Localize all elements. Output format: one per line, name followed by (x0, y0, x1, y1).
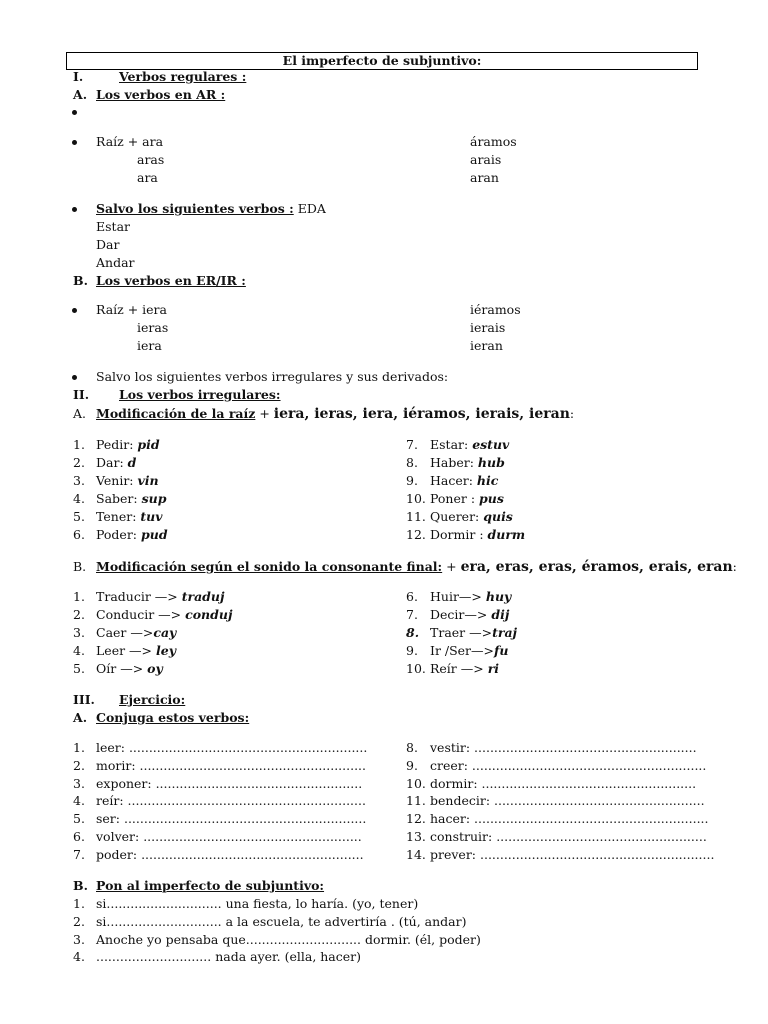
list-number: 4. (73, 491, 85, 506)
list-number: 8. (406, 740, 418, 755)
exercise-item: exponer: .................................................... (96, 776, 363, 791)
bullet (72, 370, 80, 378)
conjugation-ending: ieras (137, 320, 169, 335)
stem: ley (156, 643, 176, 658)
list-number: 9. (406, 643, 418, 658)
exercise-sentence: Anoche yo pensaba que............................. dormir. (él, poder) (96, 932, 481, 947)
conjugation-ending: ara (137, 170, 158, 185)
exercise-item: prever: ........................................................... (430, 847, 715, 862)
endings: era, eras, eras, éramos, erais, eran (460, 559, 733, 575)
list-number: 11. (406, 509, 426, 524)
verb: Reír —> (430, 661, 488, 676)
subsection-letter: A. (73, 710, 88, 725)
verb: Huir—> (430, 589, 486, 604)
verb: Haber: (430, 455, 478, 470)
section-heading: Verbos regulares : (119, 69, 247, 84)
exercise-sentence: ............................. nada ayer. (ella, hacer) (96, 949, 362, 964)
stem: sup (141, 491, 167, 506)
list-number: 2. (73, 607, 85, 622)
list-number: 4. (73, 949, 85, 964)
list-item (430, 491, 504, 507)
stem: hub (477, 455, 505, 470)
list-item (96, 661, 163, 677)
list-item (96, 437, 160, 453)
verb: Oír —> (96, 661, 148, 676)
stem: cay (153, 625, 177, 640)
stem: pud (141, 527, 168, 542)
conjugation-ending: arais (470, 152, 502, 167)
exercise-sentence: si............................. una fiesta, lo haría. (yo, tener) (96, 896, 419, 911)
list-number: 13. (406, 829, 426, 844)
conjugation-ending: ierais (470, 320, 506, 335)
subsection-letter: A. (73, 87, 88, 102)
colon: : (732, 559, 737, 574)
stem: tuv (140, 509, 163, 524)
list-number: 11. (406, 793, 426, 808)
colon: : (569, 406, 575, 421)
plus-sign: + (255, 406, 274, 421)
list-number: 1. (73, 437, 85, 452)
list-item (96, 607, 232, 623)
list-item (96, 509, 163, 525)
list-item (430, 607, 509, 623)
exercise-item: leer: ............................................................ (96, 740, 368, 755)
list-number: 6. (406, 589, 418, 604)
list-number: 6. (73, 527, 85, 542)
endings: iera, ieras, iera, iéramos, ierais, ieran (273, 406, 570, 422)
list-number: 14. (406, 847, 426, 862)
list-number: 5. (73, 811, 85, 826)
subsection-heading: Modificación de la raíz (96, 406, 256, 421)
list-number: 9. (406, 758, 418, 773)
exceptions-tail: EDA (293, 201, 326, 216)
stem: conduj (185, 607, 233, 622)
list-number: 7. (406, 437, 418, 452)
section-heading: Ejercicio: (119, 692, 186, 707)
list-number: 2. (73, 914, 85, 929)
list-number: 4. (73, 793, 85, 808)
exercise-item: poder: ........................................................ (96, 847, 364, 862)
verb: Traer —> (430, 625, 493, 640)
list-number: 3. (73, 625, 85, 640)
exercise-item: bendecir: ..................................................... (430, 793, 705, 808)
list-item (430, 527, 525, 543)
subsection-letter: A. (73, 406, 87, 421)
list-item (430, 625, 517, 641)
exercise-sentence: si............................. a la escuela, te advertiría . (tú, andar) (96, 914, 467, 929)
exercise-item: hacer: ........................................................... (430, 811, 709, 826)
conjugation-ending: áramos (470, 134, 517, 149)
conjugation-ending: ieran (470, 338, 503, 353)
exercise-item: dormir: ...................................................... (430, 776, 697, 791)
irregular-note: Salvo los siguientes verbos irregulares y sus derivados: (96, 369, 449, 384)
list-number: 5. (73, 661, 85, 676)
exercise-item: vestir: ........................................................ (430, 740, 697, 755)
plus-sign: + (442, 559, 461, 574)
subsection-heading: Los verbos en AR : (96, 87, 226, 102)
section-number: III. (73, 692, 95, 707)
stem: durm (487, 527, 526, 542)
stem: estuv (472, 437, 510, 452)
stem: d (127, 455, 137, 470)
list-number: 9. (406, 473, 418, 488)
conjugation-ending: iera (137, 338, 162, 353)
list-number: 2. (73, 758, 85, 773)
list-number: 12. (406, 527, 426, 542)
list-item (430, 643, 508, 659)
verb: Poner : (430, 491, 480, 506)
subsection-heading: Los verbos en ER/IR : (96, 273, 246, 288)
verb: Leer —> (96, 643, 156, 658)
stem: hic (476, 473, 499, 488)
list-number: 8. (406, 625, 420, 640)
bullet (72, 303, 80, 311)
bullet (72, 202, 80, 210)
list-number: 10. (406, 661, 426, 676)
stem: vin (137, 473, 159, 488)
exercise-item: ser: ............................................................. (96, 811, 367, 826)
exception-verb: Andar (96, 255, 135, 270)
subsection-heading-line (96, 559, 737, 575)
verb: Traducir —> (96, 589, 182, 604)
exceptions-label: Salvo los siguientes verbos : (96, 201, 294, 216)
subsection-heading: Conjuga estos verbos: (96, 710, 250, 725)
section-number: I. (73, 69, 84, 84)
list-item (96, 473, 159, 489)
conjugation-ending: Raíz + iera (96, 302, 167, 317)
list-number: 7. (73, 847, 85, 862)
stem: huy (485, 589, 512, 604)
list-number: 10. (406, 776, 426, 791)
conjugation-ending: iéramos (470, 302, 521, 317)
verb: Caer —> (96, 625, 154, 640)
verb: Estar: (430, 437, 473, 452)
stem: quis (483, 509, 513, 524)
subsection-heading-line (96, 406, 574, 422)
conjugation-ending: aran (470, 170, 499, 185)
exercise-item: volver: ....................................................... (96, 829, 362, 844)
list-number: 1. (73, 589, 85, 604)
list-number: 1. (73, 896, 85, 911)
exercise-item: reír: ............................................................ (96, 793, 366, 808)
stem: ri (487, 661, 500, 676)
list-number: 10. (406, 491, 426, 506)
list-item (96, 491, 166, 507)
stem: oy (147, 661, 163, 676)
list-item (430, 589, 511, 605)
verb: Ir /Ser—> (430, 643, 495, 658)
list-item (430, 437, 509, 453)
exercise-item: morir: ......................................................... (96, 758, 366, 773)
verb: Hacer: (430, 473, 477, 488)
exercise-item: construir: ..................................................... (430, 829, 707, 844)
stem: pid (137, 437, 160, 452)
list-number: 8. (406, 455, 418, 470)
page-title: El imperfecto de subjuntivo: (66, 52, 698, 70)
list-item (96, 455, 136, 471)
exception-verb: Dar (96, 237, 120, 252)
list-item (96, 625, 176, 641)
list-number: 5. (73, 509, 85, 524)
verb: Pedir: (96, 437, 138, 452)
verb: Dar: (96, 455, 128, 470)
verb: Poder: (96, 527, 141, 542)
stem: pus (479, 491, 504, 506)
list-number: 12. (406, 811, 426, 826)
list-number: 6. (73, 829, 85, 844)
verb: Decir—> (430, 607, 492, 622)
list-item (96, 643, 176, 659)
stem: traj (492, 625, 518, 640)
subsection-heading: Modificación según el sonido la consonante final: (96, 559, 443, 574)
subsection-letter: B. (73, 878, 88, 893)
list-item (430, 509, 513, 525)
exceptions-line (96, 201, 326, 217)
verb: Tener: (96, 509, 141, 524)
exercise-item: creer: ........................................................... (430, 758, 707, 773)
verb: Querer: (430, 509, 484, 524)
stem: fu (494, 643, 509, 658)
stem: dij (491, 607, 510, 622)
list-item (96, 589, 225, 605)
section-heading: Los verbos irregulares: (119, 387, 281, 402)
list-number: 2. (73, 455, 85, 470)
verb: Dormir : (430, 527, 488, 542)
list-number: 1. (73, 740, 85, 755)
verb: Saber: (96, 491, 142, 506)
list-item (96, 527, 168, 543)
list-number: 4. (73, 643, 85, 658)
list-number: 3. (73, 776, 85, 791)
conjugation-ending: Raíz + ara (96, 134, 164, 149)
verb: Conducir —> (96, 607, 186, 622)
list-number: 7. (406, 607, 418, 622)
exception-verb: Estar (96, 219, 130, 234)
subsection-letter: B. (73, 559, 87, 574)
verb: Venir: (96, 473, 138, 488)
list-item (430, 661, 499, 677)
subsection-heading: Pon al imperfecto de subjuntivo: (96, 878, 325, 893)
list-number: 3. (73, 932, 85, 947)
bullet (72, 105, 80, 113)
subsection-letter: B. (73, 273, 88, 288)
list-number: 3. (73, 473, 85, 488)
list-item (430, 455, 505, 471)
list-item (430, 473, 498, 489)
conjugation-ending: aras (137, 152, 165, 167)
stem: traduj (181, 589, 225, 604)
section-number: II. (73, 387, 90, 402)
bullet (72, 135, 80, 143)
